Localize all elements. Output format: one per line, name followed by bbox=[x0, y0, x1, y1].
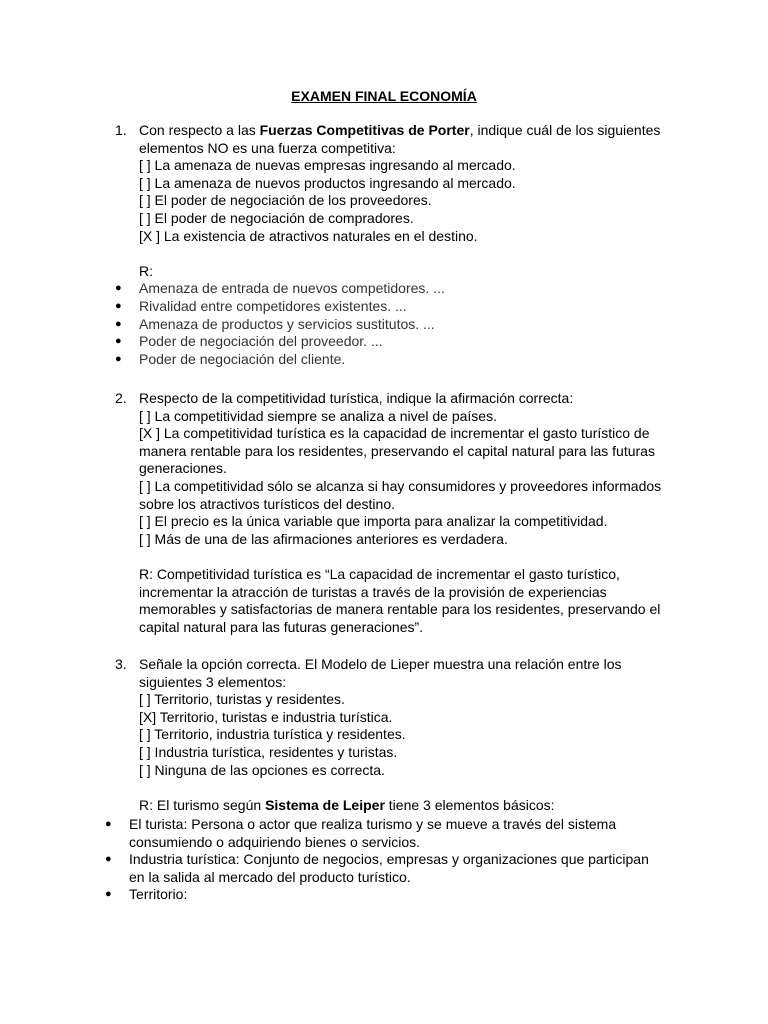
option: [ ] El precio es la única variable que importa para analizar la competitividad. bbox=[139, 513, 608, 530]
list-item: ● Amenaza de entrada de nuevos competidores. ... bbox=[115, 280, 675, 298]
question-number: 2. bbox=[115, 390, 127, 406]
bold-term: Sistema de Leiper bbox=[265, 796, 385, 813]
option-selected: [X] Territorio, turistas e industria turística. bbox=[139, 708, 393, 725]
bold-term: Fuerzas Competitivas de Porter bbox=[259, 122, 470, 138]
answer-label: R: bbox=[139, 262, 153, 279]
option: [ ] Territorio, industria turística y residentes. bbox=[139, 726, 406, 743]
document-title: EXAMEN FINAL ECONOMÍA bbox=[291, 88, 477, 104]
answer-list bbox=[115, 280, 675, 368]
question-1 bbox=[115, 122, 675, 368]
option: [ ] La competitividad siempre se analiza a nivel de países. bbox=[139, 407, 497, 424]
question-intro: Señale la opción correcta. El Modelo de Lieper muestra una relación entre los siguientes 3 elementos: bbox=[139, 656, 622, 690]
list-item: ● Poder de negociación del proveedor. ... bbox=[115, 333, 675, 351]
answer-heading: R: El turismo según Sistema de Leiper tiene 3 elementos básicos: bbox=[139, 796, 555, 813]
list-item: ● Amenaza de productos y servicios sustitutos. ... bbox=[115, 316, 675, 334]
list-item: ● Rivalidad entre competidores existentes. ... bbox=[115, 298, 675, 316]
option: [ ] El poder de negociación de los proveedores. bbox=[139, 192, 432, 209]
answer-text: R: Competitividad turística es “La capacidad de incrementar el gasto turístico, incrementar la atracción de turistas a través de la provisión de experiencias memorables y satisfactorias de manera rentable para los residentes, preservando el capital natural para las futuras generaciones”. bbox=[139, 565, 661, 635]
list-item: ● Poder de negociación del cliente. bbox=[115, 351, 675, 369]
option: [ ] Industria turística, residentes y turistas. bbox=[139, 743, 398, 760]
option-selected: [X ] La competitividad turística es la capacidad de incrementar el gasto turístico de manera rentable para los residentes, preservando el capital natural para las futuras generaciones. bbox=[139, 425, 655, 477]
option: [ ] El poder de negociación de compradores. bbox=[139, 209, 414, 226]
question-intro: Respecto de la competitividad turística, indique la afirmación correcta: bbox=[139, 390, 574, 406]
question-intro: Con respecto a las Fuerzas Competitivas de Porter, indique cuál de los siguientes elementos NO es una fuerza competitiva: bbox=[139, 122, 661, 156]
list-item: ● El turista: Persona o actor que realiza turismo y se mueve a través del sistema consumiendo o adquiriendo bienes o servicios. bbox=[105, 816, 665, 851]
question-3 bbox=[115, 656, 675, 814]
question-number: 1. bbox=[115, 122, 127, 138]
list-item: ● Industria turística: Conjunto de negocios, empresas y organizaciones que participan en la salida al mercado del producto turístico. bbox=[105, 851, 665, 886]
list-item: ● Territorio: bbox=[105, 886, 665, 904]
question-number: 3. bbox=[115, 656, 127, 672]
option: [ ] Territorio, turistas y residentes. bbox=[139, 691, 345, 708]
option: [ ] La amenaza de nuevos productos ingresando al mercado. bbox=[139, 174, 516, 191]
option: [ ] La amenaza de nuevas empresas ingresando al mercado. bbox=[139, 157, 516, 174]
option: [ ] Ninguna de las opciones es correcta. bbox=[139, 761, 385, 778]
option: [ ] Más de una de las afirmaciones anteriores es verdadera. bbox=[139, 530, 508, 547]
question-2 bbox=[115, 390, 675, 636]
answer-list bbox=[105, 816, 665, 904]
option: [ ] La competitividad sólo se alcanza si hay consumidores y proveedores informados sobre los atractivos turísticos del destino. bbox=[139, 477, 662, 512]
option-selected: [X ] La existencia de atractivos naturales en el destino. bbox=[139, 227, 478, 244]
